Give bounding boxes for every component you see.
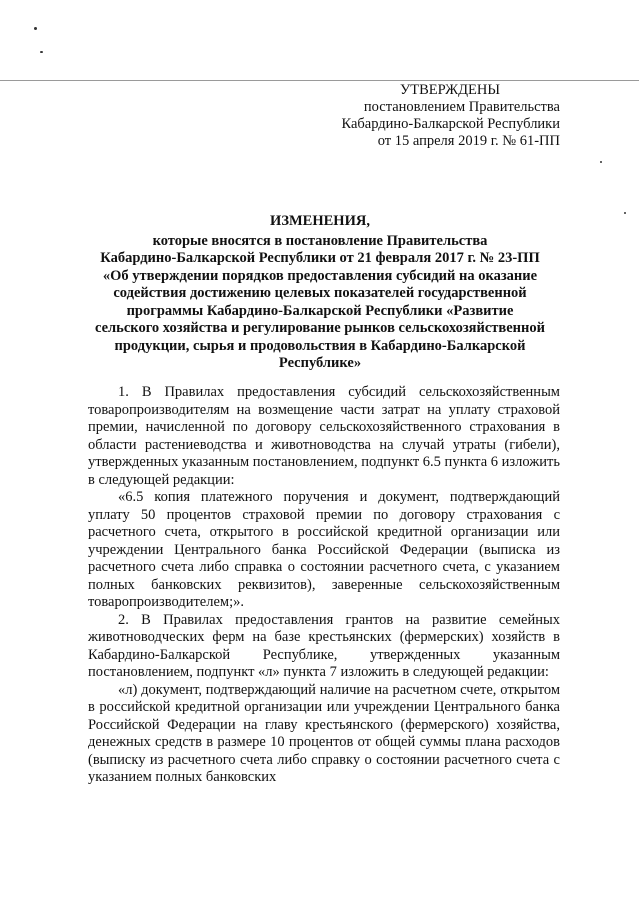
scan-speck	[624, 212, 626, 214]
paragraph: 1. В Правилах предоставления субсидий сельскохозяйственным товаропроизводителям на возмещение части затрат на уплату страховой премии, начисленной по договору сельскохозяйственного страхования в области растениеводства и животноводства на случай утраты (гибели), утвержденных указанным постановлением, подпункт 6.5 пункта 6 изложить в следующей редакции:	[88, 384, 560, 488]
title-line: «Об утверждении порядков предоставления субсидий на оказание	[102, 267, 538, 284]
approval-heading: УТВЕРЖДЕНЫ	[399, 82, 501, 98]
document-title	[70, 213, 570, 373]
approval-line: постановлением Правительства	[363, 99, 560, 115]
title-line: сельского хозяйства и регулирование рынков сельскохозяйственной	[95, 320, 545, 336]
approval-stamp	[300, 82, 560, 150]
approval-line: Кабардино-Балкарской Республики	[341, 116, 560, 132]
title-line: Республике»	[278, 355, 362, 371]
title-main: ИЗМЕНЕНИЯ,	[270, 213, 370, 229]
header-divider	[0, 80, 639, 81]
document-body	[88, 384, 560, 787]
title-line: программы Кабардино-Балкарской Республики «Развитие	[126, 302, 514, 319]
scan-speck	[40, 51, 43, 53]
paragraph: «л) документ, подтверждающий наличие на расчетном счете, открытом в российской кредитной организации или учреждении Центрального банка Российской Федерации на главу крестьянского (фермерского) хозяйства, денежных средств в размере 10 процентов от общей суммы плана расходов (выписку из расчетного счета либо справку о состоянии расчетного счета с указанием полных банковских	[88, 681, 560, 785]
title-line: содействия достижению целевых показателей государственной	[113, 285, 527, 301]
approval-date: от 15 апреля 2019 г. № 61-ПП	[377, 133, 560, 149]
title-line: которые вносятся в постановление Правительства	[152, 232, 488, 249]
title-line: Кабардино-Балкарской Республики от 21 февраля 2017 г. № 23-ПП	[100, 250, 540, 266]
paragraph: 2. В Правилах предоставления грантов на развитие семейных животноводческих ферм на базе крестьянских (фермерских) хозяйств в Кабардино-Балкарской Республике, утвержденных указанным постановлением, подпункт «л» пункта 7 изложить в следующей редакции:	[88, 611, 560, 680]
scan-speck	[34, 27, 37, 30]
paragraph: «6.5 копия платежного поручения и документ, подтверждающий уплату 50 процентов страховой премии по договору страхования с расчетного счета, открытого в российской кредитной организации или учреждении Центрального банка Российской Федерации (выписка из расчетного счета либо справка о состоянии расчетного счета, с указанием полных банковских реквизитов), заверенные сельскохозяйственным товаропроизводителем;».	[88, 489, 560, 610]
title-line: продукции, сырья и продовольствия в Кабардино-Балкарской	[114, 337, 526, 354]
scan-speck	[600, 161, 602, 163]
